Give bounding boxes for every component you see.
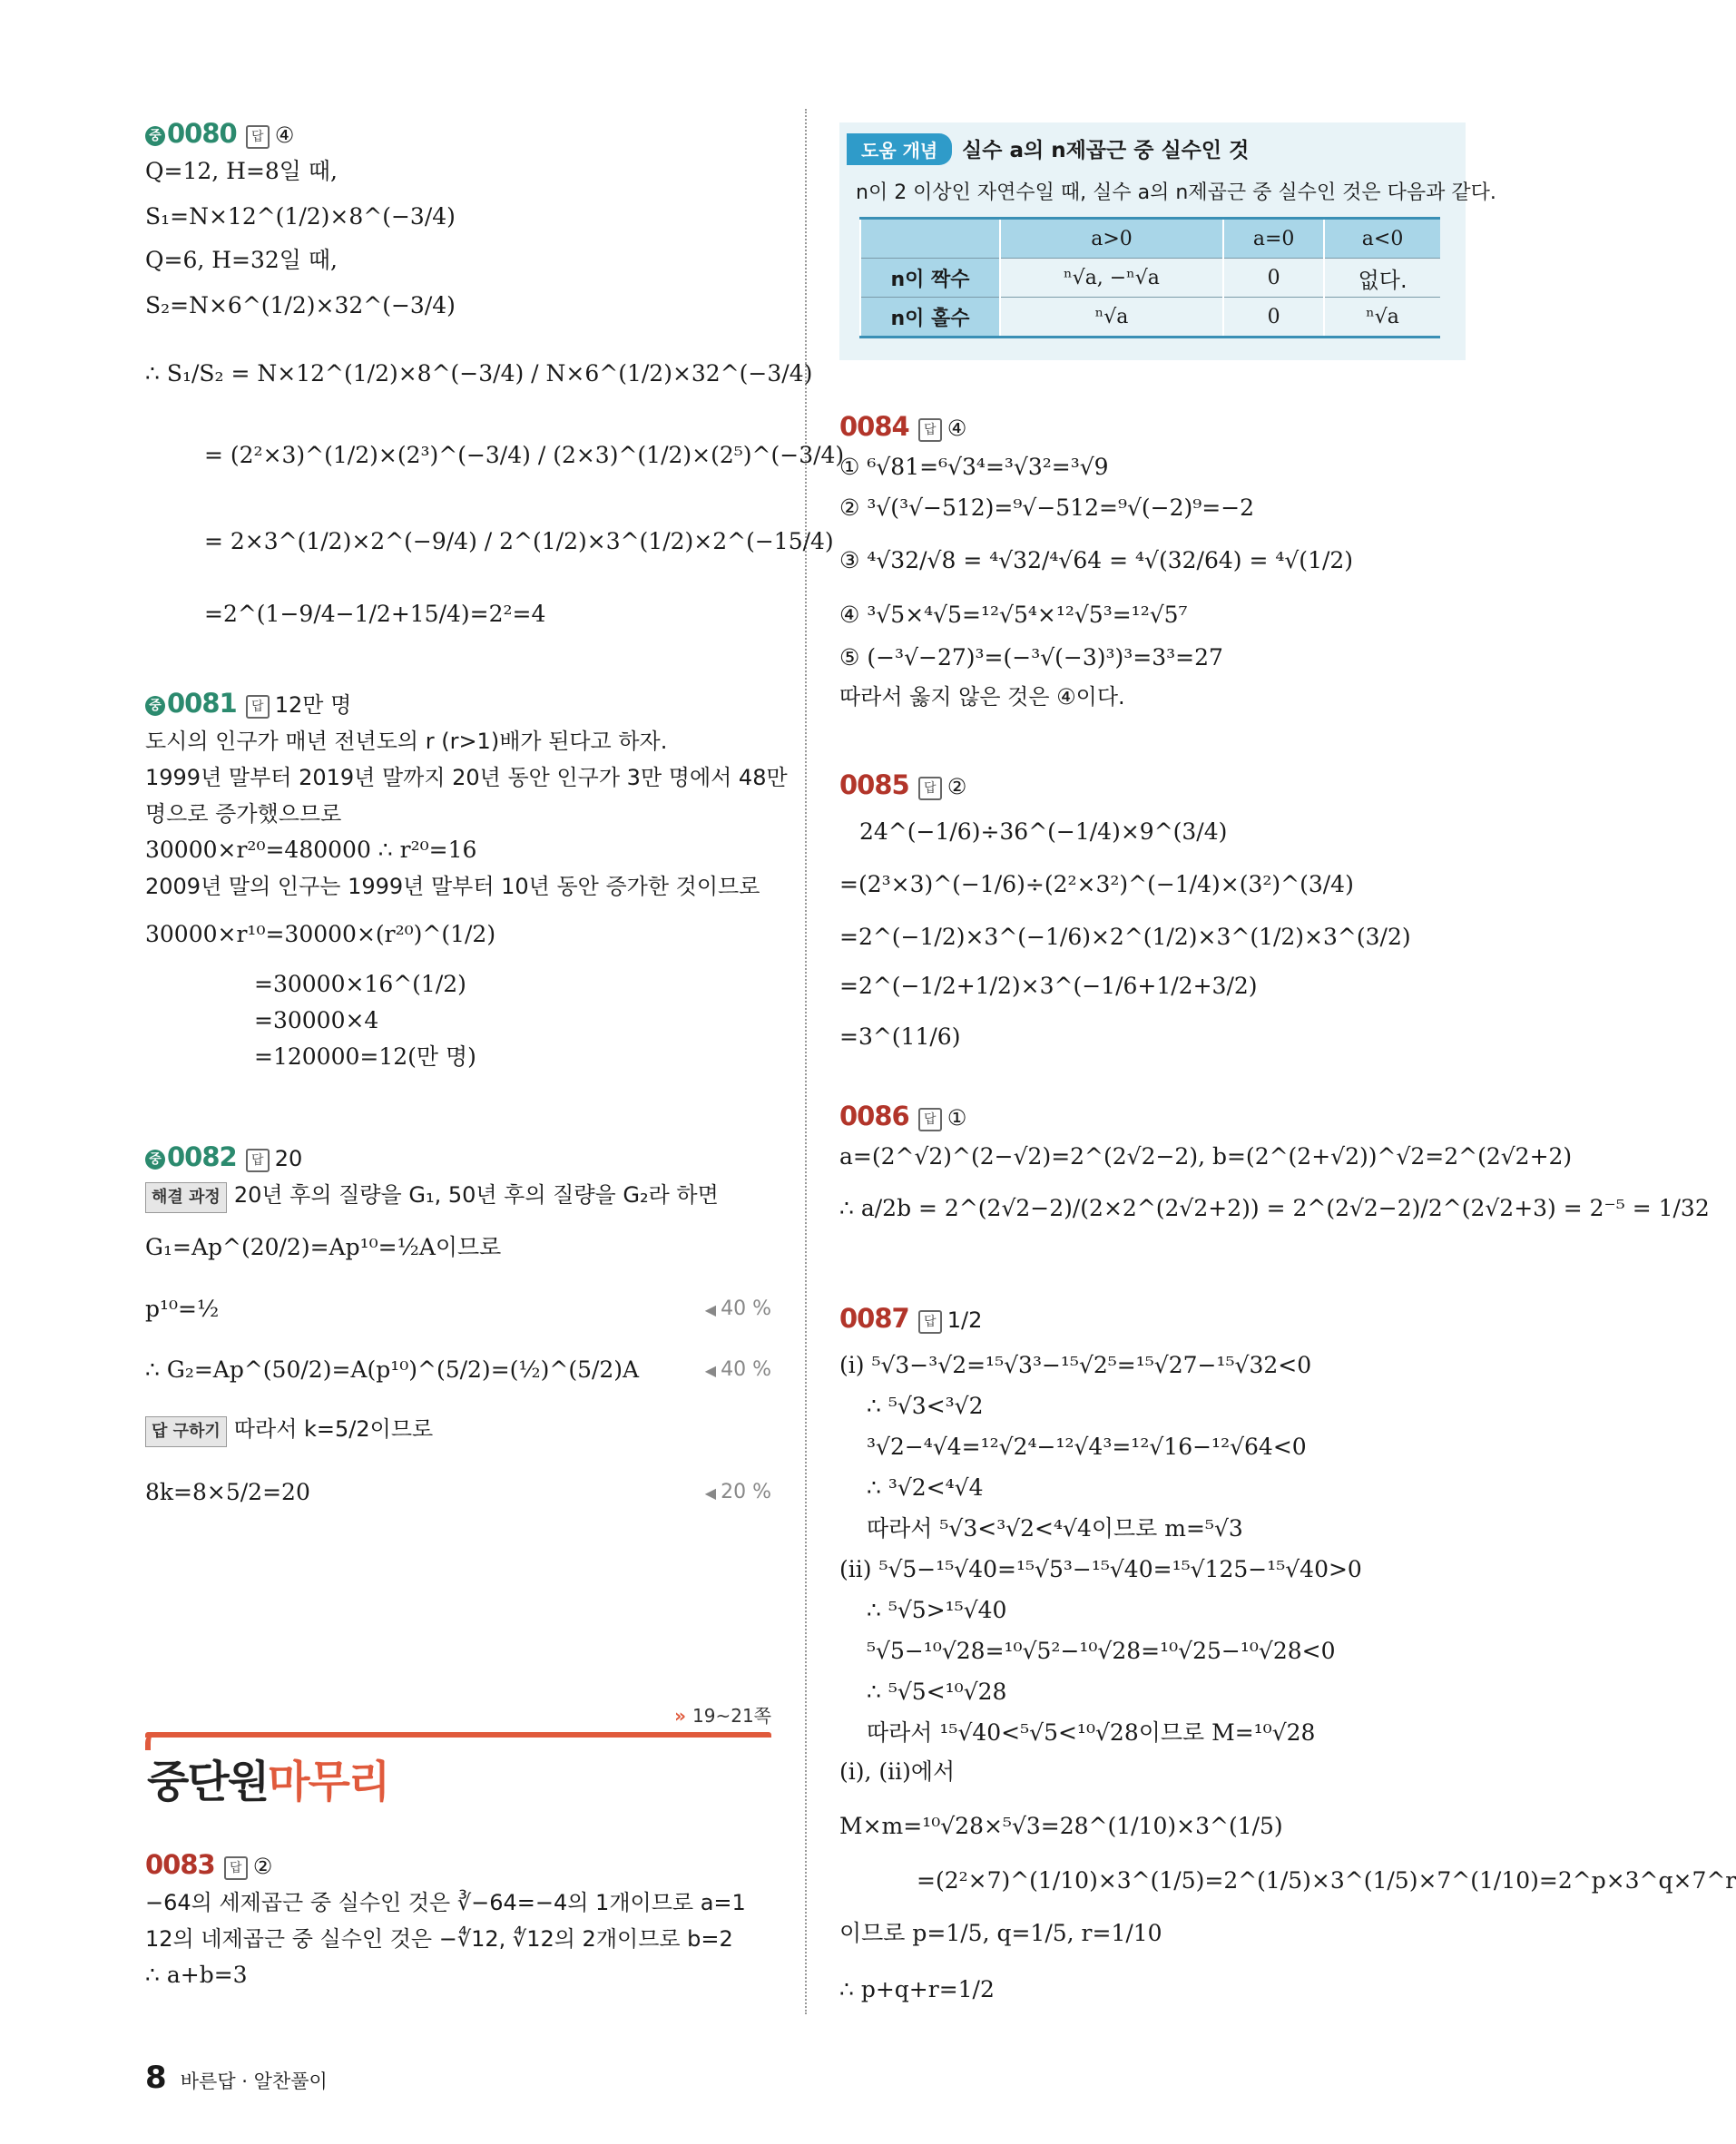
solution-line: =2^(−1/2+1/2)×3^(−1/6+1/2+3/2) (839, 973, 1258, 999)
difficulty-badge: 중 (145, 696, 165, 716)
page-number: 8 (145, 2060, 167, 2096)
solution-line: 이므로 p=1/5, q=1/5, r=1/10 (839, 1920, 1162, 1946)
solution-line: ④ ³√5×⁴√5=¹²√5⁴×¹²√5³=¹²√5⁷ (839, 602, 1188, 628)
answer-icon: 답 (918, 1108, 942, 1131)
answer: ② (946, 774, 967, 799)
solution-line: 20년 후의 질량을 G₁, 50년 후의 질량을 G₂라 하면 (233, 1182, 719, 1208)
solution-line: 따라서 ⁵√3<³√2<⁴√4이므로 m=⁵√3 (867, 1515, 1243, 1542)
solution-line: 명으로 증가했으므로 (145, 801, 342, 827)
answer-icon: 답 (918, 1310, 942, 1334)
solution-line: a=(2^√2)^(2−√2)=2^(2√2−2), b=(2^(2+√2))^√2=2^(2√2+2) (839, 1143, 1573, 1170)
solution-line: = 2×3^(1/2)×2^(−9/4) / 2^(1/2)×3^(1/2)×2^(−15/4) (204, 528, 834, 554)
page-footer (145, 2060, 328, 2096)
problem-number: 0080 (167, 118, 237, 149)
solution-line: ∴ ⁵√5<¹⁰√28 (867, 1679, 1007, 1705)
table-cell: ⁿ√a (1000, 298, 1223, 338)
answer-icon: 답 (246, 125, 270, 149)
solution-line: ∴ ³√2<⁴√4 (867, 1474, 984, 1501)
solution-line: ∴ S₁/S₂ = N×12^(1/2)×8^(−3/4) / N×6^(1/2)×32^(−3/4) (145, 360, 813, 387)
solution-line: =3^(11/6) (839, 1023, 961, 1050)
problem-number: 0085 (839, 769, 909, 800)
solution-line: ∴ a+b=3 (145, 1962, 248, 1988)
solution-line: 8k=8×5/2=20 (145, 1479, 310, 1505)
answer: ④ (274, 122, 295, 148)
solution-line: ⁵√5−¹⁰√28=¹⁰√5²−¹⁰√28=¹⁰√25−¹⁰√28<0 (867, 1638, 1336, 1664)
solution-line: S₂=N×6^(1/2)×32^(−3/4) (145, 292, 456, 318)
solution-line: 30000×r¹⁰=30000×(r²⁰)^(1/2) (145, 921, 496, 947)
problem-number: 0083 (145, 1849, 215, 1880)
table-header-cell: a>0 (1000, 219, 1223, 259)
book-title: 바른답 · 알찬풀이 (180, 2071, 328, 2092)
column-divider (805, 109, 807, 2014)
score-percent: ◀ 40 % (705, 1296, 771, 1324)
solution-line: =2^(−1/2)×3^(−1/6)×2^(1/2)×3^(1/2)×3^(3/2) (839, 924, 1411, 950)
solution-line: 24^(−1/6)÷36^(−1/4)×9^(3/4) (859, 818, 1228, 845)
solution-line: ∴ ⁵√3<³√2 (867, 1393, 984, 1419)
solution-line: 도시의 인구가 매년 전년도의 r (r>1)배가 된다고 하자. (145, 729, 668, 754)
table-row (860, 259, 1440, 298)
solution-line: ③ ⁴√32/√8 = ⁴√32/⁴√64 = ⁴√(32/64) = ⁴√(1/2) (839, 547, 1354, 573)
solution-line: 2009년 말의 인구는 1999년 말부터 10년 동안 증가한 것이므로 (145, 874, 760, 899)
problem-number: 0082 (167, 1141, 237, 1172)
solution-line: = (2²×3)^(1/2)×(2³)^(−3/4) / (2×3)^(1/2)×(2⁵)^(−3/4) (204, 442, 845, 468)
solution-line: S₁=N×12^(1/2)×8^(−3/4) (145, 203, 456, 230)
answer-icon: 답 (224, 1856, 248, 1880)
solution-line: ② ³√(³√−512)=⁹√−512=⁹√(−2)⁹=−2 (839, 494, 1255, 521)
table-cell: n이 홀수 (860, 298, 1000, 338)
table-header-cell (860, 219, 1000, 259)
concept-description: n이 2 이상인 자연수일 때, 실수 a의 n제곱근 중 실수인 것은 다음과 같다. (856, 181, 1496, 204)
table-header-cell: a<0 (1324, 219, 1440, 259)
solution-line: =30000×4 (254, 1007, 379, 1033)
solution-line: ∴ ⁵√5>¹⁵√40 (867, 1597, 1007, 1623)
step-tag-answer: 답 구하기 (145, 1416, 227, 1447)
solution-line: −64의 세제곱근 중 실수인 것은 ∛−64=−4의 1개이므로 a=1 (145, 1890, 746, 1915)
answer: 20 (274, 1146, 303, 1171)
solution-line: =2^(1−9/4−1/2+15/4)=2²=4 (204, 601, 546, 627)
solution-line: 12의 네제곱근 중 실수인 것은 −∜12, ∜12의 2개이므로 b=2 (145, 1926, 733, 1952)
table-header-cell: a=0 (1223, 219, 1324, 259)
solution-line: ∴ a/2b = 2^(2√2−2)/(2×2^(2√2+2)) = 2^(2√2−2)/2^(2√2+3) = 2⁻⁵ = 1/32 (839, 1195, 1710, 1221)
step-tag-solve: 해결 과정 (145, 1182, 227, 1213)
solution-line: G₁=Ap^(20/2)=Ap¹⁰=½A이므로 (145, 1234, 502, 1260)
solution-line: ⑤ (−³√−27)³=(−³√(−3)³)³=3³=27 (839, 644, 1223, 671)
solution-line: ∴ G₂=Ap^(50/2)=A(p¹⁰)^(5/2)=(½)^(5/2)A (145, 1356, 640, 1383)
concept-title: 실수 a의 n제곱근 중 실수인 것 (962, 139, 1250, 162)
answer-icon: 답 (918, 777, 942, 800)
table-cell: ⁿ√a (1324, 298, 1440, 338)
page-reference: » 19~21쪽 (674, 1701, 771, 1728)
table-cell: 없다. (1324, 259, 1440, 298)
solution-line: Q=12, H=8일 때, (145, 158, 338, 184)
solution-line: 30000×r²⁰=480000 ∴ r²⁰=16 (145, 837, 477, 863)
score-percent: ◀ 40 % (705, 1356, 771, 1385)
difficulty-badge: 중 (145, 126, 165, 146)
solution-line: 따라서 옳지 않은 것은 ④이다. (839, 684, 1125, 710)
solution-line: ³√2−⁴√4=¹²√2⁴−¹²√4³=¹²√16−¹²√64<0 (867, 1434, 1307, 1460)
table-cell: n이 짝수 (860, 259, 1000, 298)
solution-line: 따라서 k=5/2이므로 (233, 1416, 434, 1442)
table-cell: ⁿ√a, −ⁿ√a (1000, 259, 1223, 298)
solution-line: =(2³×3)^(−1/6)÷(2²×3²)^(−1/4)×(3²)^(3/4) (839, 871, 1354, 897)
problem-number: 0087 (839, 1303, 909, 1334)
solution-line: Q=6, H=32일 때, (145, 247, 338, 273)
solution-line: (ii) ⁵√5−¹⁵√40=¹⁵√5³−¹⁵√40=¹⁵√125−¹⁵√40>0 (839, 1556, 1362, 1582)
answer-icon: 답 (246, 695, 270, 719)
header-bar (145, 1732, 771, 1738)
answer: ① (946, 1105, 967, 1131)
concept-box (839, 122, 1496, 360)
answer: ④ (946, 416, 967, 441)
solution-line: 따라서 ¹⁵√40<⁵√5<¹⁰√28이므로 M=¹⁰√28 (867, 1719, 1316, 1746)
solution-line: (i) ⁵√3−³√2=¹⁵√3³−¹⁵√2⁵=¹⁵√27−¹⁵√32<0 (839, 1352, 1312, 1378)
answer-icon: 답 (918, 418, 942, 442)
problem-number: 0084 (839, 411, 909, 442)
solution-line: =30000×16^(1/2) (254, 971, 466, 997)
solution-line: =120000=12(만 명) (254, 1043, 476, 1070)
concept-table (859, 217, 1440, 338)
problem-number: 0081 (167, 688, 237, 719)
answer: 1/2 (946, 1307, 983, 1333)
problem-number: 0086 (839, 1101, 909, 1131)
solution-line: M×m=¹⁰√28×⁵√3=28^(1/10)×3^(1/5) (839, 1813, 1283, 1839)
difficulty-badge: 중 (145, 1150, 165, 1170)
table-row (860, 298, 1440, 338)
answer: ② (252, 1854, 273, 1879)
solution-line: ① ⁶√81=⁶√3⁴=³√3²=³√9 (839, 454, 1109, 480)
concept-tag: 도움 개념 (847, 133, 952, 165)
answer-icon: 답 (246, 1149, 270, 1172)
solution-line: ∴ p+q+r=1/2 (839, 1976, 995, 2002)
table-cell: 0 (1223, 259, 1324, 298)
table-cell: 0 (1223, 298, 1324, 338)
table-header-row (860, 219, 1440, 259)
section-title: 중단원마무리 (147, 1757, 389, 1807)
solution-line: p¹⁰=½ (145, 1296, 220, 1322)
score-percent: ◀ 20 % (705, 1479, 771, 1507)
solution-line: (i), (ii)에서 (839, 1758, 956, 1785)
answer: 12만 명 (274, 692, 352, 718)
solution-line: =(2²×7)^(1/10)×3^(1/5)=2^(1/5)×3^(1/5)×7^(1/10)=2^p×3^q×7^r (917, 1867, 1736, 1894)
solution-line: 1999년 말부터 2019년 말까지 20년 동안 인구가 3만 명에서 48만 (145, 765, 788, 790)
